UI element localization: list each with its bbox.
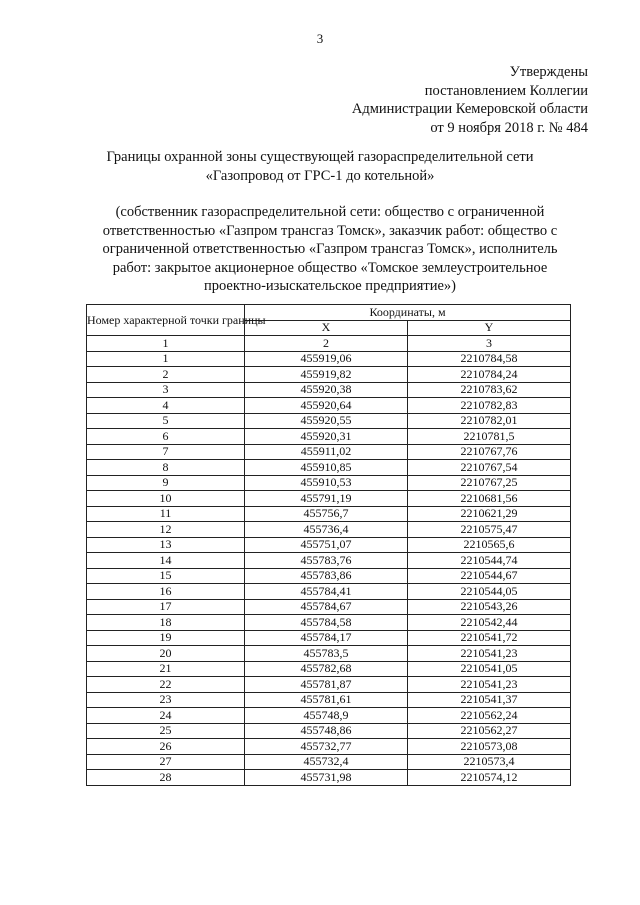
table-row	[87, 584, 571, 600]
y-coordinate-cell: 2210541,37	[408, 692, 571, 708]
x-coordinate-cell: 455783,86	[245, 568, 408, 584]
x-coordinate-cell: 455748,86	[245, 723, 408, 739]
coordinates-table	[86, 304, 571, 786]
x-coordinate-cell: 455784,58	[245, 615, 408, 631]
x-coordinate-cell: 455781,87	[245, 677, 408, 693]
approval-line: Администрации Кемеровской области	[351, 101, 588, 117]
coordinates-body	[87, 351, 571, 785]
point-number-cell: 26	[87, 739, 245, 755]
table-row	[87, 506, 571, 522]
point-number-cell: 1	[87, 351, 245, 367]
point-number-cell: 20	[87, 646, 245, 662]
approval-date-line: от 9 ноября 2018 г. № 484	[430, 119, 588, 136]
table-row	[87, 537, 571, 553]
point-number-cell: 13	[87, 537, 245, 553]
y-coordinate-cell: 2210782,83	[408, 398, 571, 414]
approval-line: постановлением Коллегии	[424, 82, 588, 99]
y-coordinate-cell: 2210544,74	[408, 553, 571, 569]
table-row	[87, 661, 571, 677]
y-coordinate-cell: 2210681,56	[408, 491, 571, 507]
x-coordinate-cell: 455784,67	[245, 599, 408, 615]
table-row	[87, 367, 571, 383]
x-coordinate-cell: 455910,85	[245, 460, 408, 476]
title-line: Границы охранной зоны существующей газораспределительной сети	[106, 149, 534, 165]
y-coordinate-cell: 2210541,72	[408, 630, 571, 646]
table-row	[87, 754, 571, 770]
x-coordinate-cell: 455731,98	[245, 770, 408, 786]
owner-description	[100, 203, 560, 296]
owner-line: ответственностью «Газпром трансгаз Томск», заказчик работ: общество с	[102, 222, 558, 239]
y-coordinate-cell: 2210542,44	[408, 615, 571, 631]
point-number-cell: 25	[87, 723, 245, 739]
y-coordinate-cell: 2210784,58	[408, 351, 571, 367]
y-coordinate-cell: 2210573,4	[408, 754, 571, 770]
table-row	[87, 599, 571, 615]
header-y: Y	[408, 320, 571, 336]
y-coordinate-cell: 2210541,23	[408, 646, 571, 662]
y-coordinate-cell: 2210767,25	[408, 475, 571, 491]
point-number-cell: 6	[87, 429, 245, 445]
y-coordinate-cell: 2210621,29	[408, 506, 571, 522]
point-number-cell: 21	[87, 661, 245, 677]
x-coordinate-cell: 455756,7	[245, 506, 408, 522]
y-coordinate-cell: 2210565,6	[408, 537, 571, 553]
table-row	[87, 444, 571, 460]
y-coordinate-cell: 2210544,67	[408, 568, 571, 584]
table-row	[87, 429, 571, 445]
table-row	[87, 460, 571, 476]
table-row	[87, 475, 571, 491]
x-coordinate-cell: 455736,4	[245, 522, 408, 538]
table-row	[87, 677, 571, 693]
owner-line: работ: закрытое акционерное общество «Томское землеустроительное	[112, 259, 548, 276]
table-row	[87, 770, 571, 786]
table-row	[87, 382, 571, 398]
y-coordinate-cell: 2210573,08	[408, 739, 571, 755]
x-coordinate-cell: 455919,82	[245, 367, 408, 383]
point-number-cell: 3	[87, 382, 245, 398]
point-number-cell: 18	[87, 615, 245, 631]
y-coordinate-cell: 2210541,05	[408, 661, 571, 677]
y-coordinate-cell: 2210541,23	[408, 677, 571, 693]
column-number: 1	[87, 336, 245, 352]
point-number-cell: 5	[87, 413, 245, 429]
y-coordinate-cell: 2210783,62	[408, 382, 571, 398]
y-coordinate-cell: 2210781,5	[408, 429, 571, 445]
table-row	[87, 615, 571, 631]
x-coordinate-cell: 455732,4	[245, 754, 408, 770]
point-number-cell: 4	[87, 398, 245, 414]
point-number-cell: 27	[87, 754, 245, 770]
x-coordinate-cell: 455783,5	[245, 646, 408, 662]
x-coordinate-cell: 455751,07	[245, 537, 408, 553]
x-coordinate-cell: 455781,61	[245, 692, 408, 708]
y-coordinate-cell: 2210543,26	[408, 599, 571, 615]
x-coordinate-cell: 455791,19	[245, 491, 408, 507]
table-row	[87, 413, 571, 429]
y-coordinate-cell: 2210767,76	[408, 444, 571, 460]
x-coordinate-cell: 455784,17	[245, 630, 408, 646]
x-coordinate-cell: 455748,9	[245, 708, 408, 724]
table-row	[87, 646, 571, 662]
page-number: 3	[316, 31, 324, 46]
table-row	[87, 708, 571, 724]
table-row	[87, 630, 571, 646]
point-number-cell: 16	[87, 584, 245, 600]
point-number-cell: 10	[87, 491, 245, 507]
header-point-number: Номер характерной точки границы	[87, 305, 245, 336]
point-number-cell: 17	[87, 599, 245, 615]
x-coordinate-cell: 455911,02	[245, 444, 408, 460]
y-coordinate-cell: 2210767,54	[408, 460, 571, 476]
table-row	[87, 491, 571, 507]
y-coordinate-cell: 2210782,01	[408, 413, 571, 429]
title-line: «Газопровод от ГРС-1 до котельной»	[205, 167, 435, 184]
approval-block	[352, 63, 588, 137]
point-number-cell: 14	[87, 553, 245, 569]
point-number-cell: 15	[87, 568, 245, 584]
x-coordinate-cell: 455920,64	[245, 398, 408, 414]
x-coordinate-cell: 455732,77	[245, 739, 408, 755]
point-number-cell: 24	[87, 708, 245, 724]
x-coordinate-cell: 455910,53	[245, 475, 408, 491]
table-row	[87, 351, 571, 367]
point-number-cell: 22	[87, 677, 245, 693]
column-number: 2	[245, 336, 408, 352]
point-number-cell: 11	[87, 506, 245, 522]
table-row	[87, 568, 571, 584]
document-title	[80, 148, 560, 185]
y-coordinate-cell: 2210574,12	[408, 770, 571, 786]
point-number-cell: 23	[87, 692, 245, 708]
y-coordinate-cell: 2210784,24	[408, 367, 571, 383]
point-number-cell: 9	[87, 475, 245, 491]
header-coordinates: Координаты, м	[245, 305, 571, 321]
owner-line: проектно-изыскательское предприятие»)	[204, 278, 456, 294]
x-coordinate-cell: 455783,76	[245, 553, 408, 569]
y-coordinate-cell: 2210562,24	[408, 708, 571, 724]
y-coordinate-cell: 2210562,27	[408, 723, 571, 739]
point-number-cell: 8	[87, 460, 245, 476]
table-row	[87, 723, 571, 739]
x-coordinate-cell: 455919,06	[245, 351, 408, 367]
x-coordinate-cell: 455920,38	[245, 382, 408, 398]
point-number-cell: 7	[87, 444, 245, 460]
table-row	[87, 522, 571, 538]
point-number-cell: 12	[87, 522, 245, 538]
table-row	[87, 692, 571, 708]
approval-line: Утверждены	[509, 64, 588, 80]
y-coordinate-cell: 2210575,47	[408, 522, 571, 538]
owner-line: (собственник газораспределительной сети: общество с ограниченной	[115, 204, 545, 220]
x-coordinate-cell: 455784,41	[245, 584, 408, 600]
owner-line: ограниченной ответственностью «Газпром трансгаз Томск», исполнитель	[102, 241, 558, 257]
point-number-cell: 28	[87, 770, 245, 786]
point-number-cell: 2	[87, 367, 245, 383]
y-coordinate-cell: 2210544,05	[408, 584, 571, 600]
x-coordinate-cell: 455782,68	[245, 661, 408, 677]
table-row	[87, 739, 571, 755]
x-coordinate-cell: 455920,31	[245, 429, 408, 445]
x-coordinate-cell: 455920,55	[245, 413, 408, 429]
header-x: X	[245, 320, 408, 336]
table-row	[87, 553, 571, 569]
point-number-cell: 19	[87, 630, 245, 646]
table-row	[87, 398, 571, 414]
column-number: 3	[408, 336, 571, 352]
